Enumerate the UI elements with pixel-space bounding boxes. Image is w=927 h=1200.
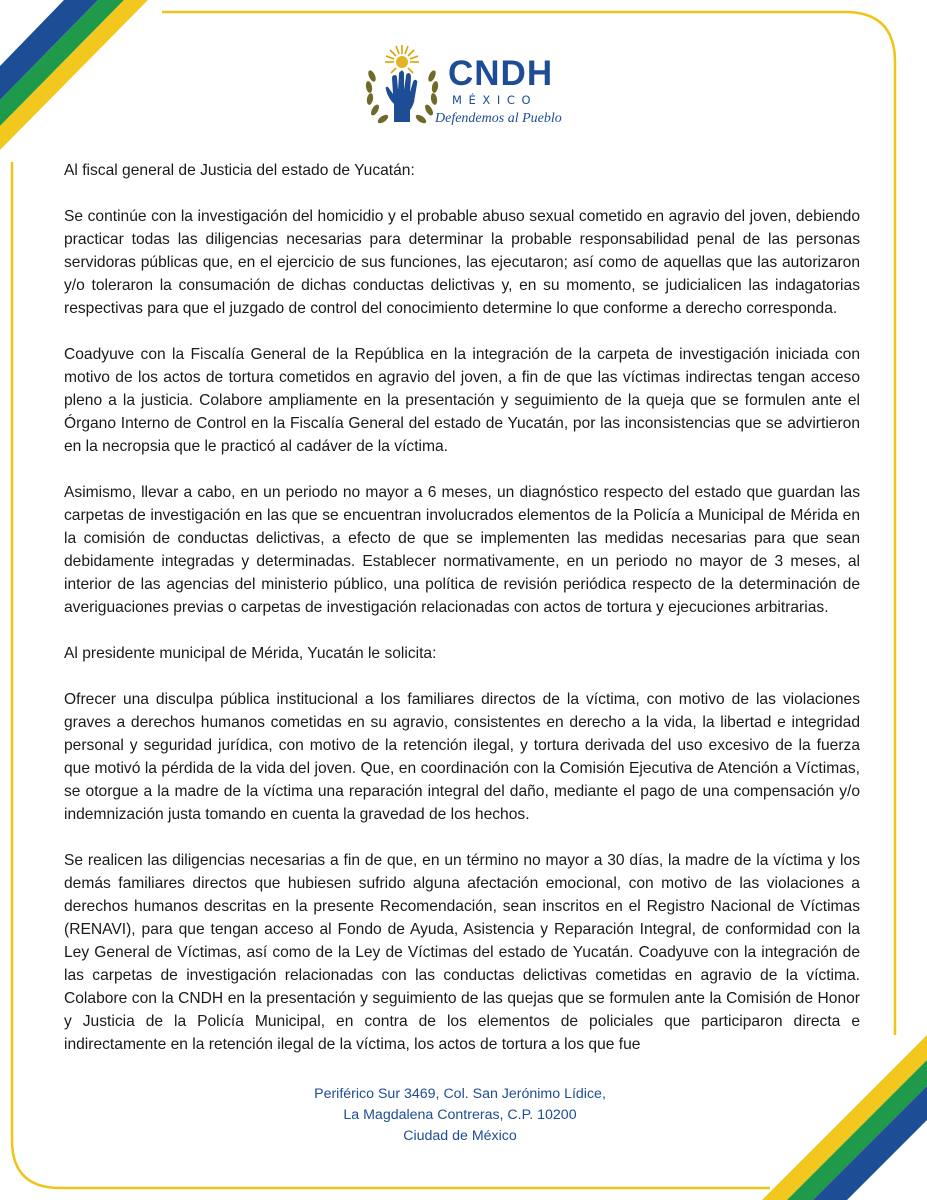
logo-country: MÉXICO <box>452 93 538 107</box>
address-line: Ciudad de México <box>403 1128 517 1144</box>
paragraph: Asimismo, llevar a cabo, en un periodo no mayor a 6 meses, un diagnóstico respecto del estado que guardan las carpetas de investigación en las que se encuentran involucrados elementos de la Policía a Municipal de Mérida en la comisión de conductas delictivas, a efecto de que se implementen las medidas necesarias para que sean debidamente integradas y determinadas. Establecer normativamente, en un periodo no mayor de 3 meses, al interior de las agencias del ministerio público, una política de revisión periódica respecto de la determinación de averiguaciones previas o carpetas de investigación relacionadas con actos de tortura y ejecuciones arbitrarias. <box>64 484 860 616</box>
logo-name: CNDH <box>448 54 554 93</box>
paragraph: Ofrecer una disculpa pública institucional a los familiares directos de la víctima, con motivo de las violaciones graves a derechos humanos cometidas en su agravio, consistentes en derecho a la vida, la libertad e integridad personal y seguridad jurídica, con motivo de la retención ilegal, y tortura derivada del uso excesivo de la fuerza que motivó la pérdida de la vida del joven. Que, en coordinación con la Comisión Ejecutiva de Atención a Víctimas, se otorgue a la madre de la víctima una reparación integral del daño, mediante el pago de una compensación y/o indemnización justa tomando en cuenta la gravedad de los hechos. <box>64 691 860 823</box>
footer-address <box>250 1084 670 1147</box>
paragraph: Al fiscal general de Justicia del estado de Yucatán: <box>64 162 415 179</box>
document-body <box>64 159 860 1079</box>
paragraph: Se continúe con la investigación del homicidio y el probable abuso sexual cometido en agravio del joven, debiendo practicar todas las diligencias necesarias para determinar la probable responsabilidad penal de las personas servidoras públicas que, en el ejercicio de sus funciones, las ejecutaron; así como de aquellas que las autorizaron y/o toleraron la consumación de dichas conductas delictivas y, en su momento, se judicialicen las indagatorias respectivas para que el juzgado de control del conocimiento determine lo que conforme a derecho corresponda. <box>64 208 860 317</box>
address-line: La Magdalena Contreras, C.P. 10200 <box>343 1107 577 1123</box>
top-left-stripes <box>0 0 148 150</box>
paragraph: Coadyuve con la Fiscalía General de la República en la integración de la carpeta de investigación iniciada con motivo de los actos de tortura cometidos en agravio del joven, a fin de que las víctimas indirectas tengan acceso pleno a la justicia. Colabore ampliamente en la presentación y seguimiento de la queja que se formulen ante el Órgano Interno de Control en la Fiscalía General del estado de Yucatán, por las inconsistencias que se advirtieron en la necropsia que le practicó al cadáver de la víctima. <box>64 346 860 455</box>
paragraph: Al presidente municipal de Mérida, Yucatán le solicita: <box>64 645 437 662</box>
logo-motto: Defendemos al Pueblo <box>435 111 562 126</box>
address-line: Periférico Sur 3469, Col. San Jerónimo Lídice, <box>314 1086 606 1102</box>
paragraph: Se realicen las diligencias necesarias a fin de que, en un término no mayor a 30 días, la madre de la víctima y los demás familiares directos que hubiesen sufrido alguna afectación emocional, con motivo de las violaciones a derechos humanos descritas en la presente Recomendación, sean inscritos en el Registro Nacional de Víctimas (RENAVI), para que tengan acceso al Fondo de Ayuda, Asistencia y Reparación Integral, de conformidad con la Ley General de Víctimas, así como de la Ley de Víctimas del estado de Yucatán. Coadyuve con la integración de las carpetas de investigación relacionadas con las conductas delictivas cometidas en agravio de la víctima. Colabore con la CNDH en la presentación y seguimiento de las quejas que se formulen ante la Comisión de Honor y Justicia de la Policía Municipal, en contra de los elementos de policiales que participaron directa e indirectamente en la retención ilegal de la víctima, los actos de tortura a los que fue <box>64 852 860 1053</box>
